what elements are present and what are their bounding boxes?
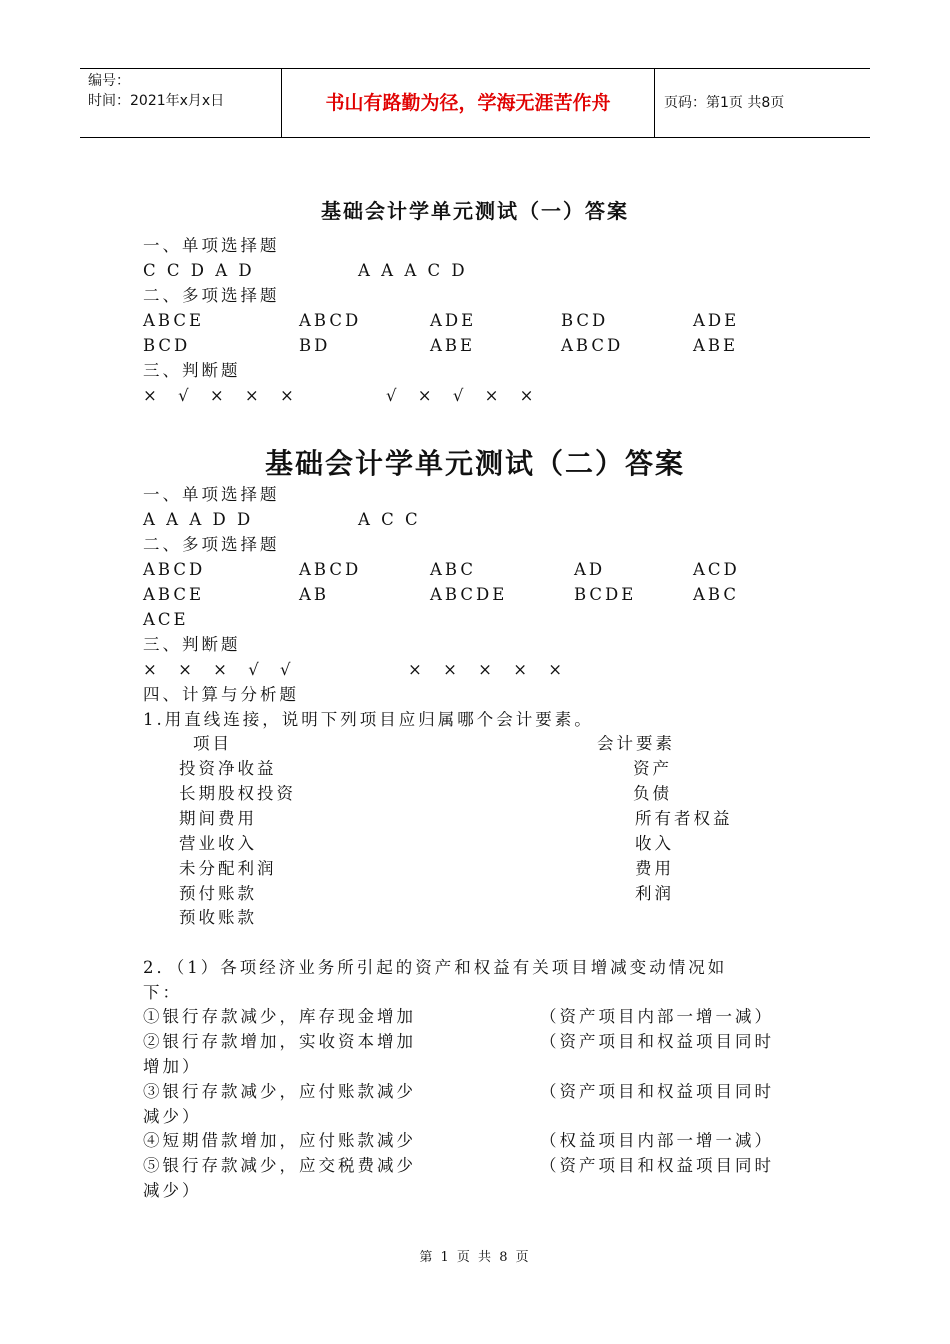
time-label: 时间：2021年x月x日	[88, 93, 225, 109]
test2-judge-answers-a: × × × √ √	[143, 660, 299, 679]
test1-multi-cell: ABCE	[143, 311, 205, 330]
test1-multi-cell: ADE	[430, 311, 477, 330]
test1-judge-answers-a: × √ × × ×	[143, 386, 302, 405]
test1-judge-answers-b: √ × √ × ×	[386, 386, 542, 405]
test2-multi-cell: ACD	[693, 560, 740, 579]
q1-element: 利润	[635, 884, 674, 903]
q2-item-right: （权益项目内部一增一减）	[540, 1131, 774, 1150]
test2-judge-answers-b: × × × × ×	[408, 660, 571, 679]
test1-multi-cell: BCD	[143, 336, 191, 355]
q2-item-continuation: 减少）	[143, 1107, 202, 1126]
test2-single-heading: 一、单项选择题	[143, 485, 280, 504]
q1-element: 负债	[633, 784, 672, 803]
q1-item: 未分配利润	[179, 859, 277, 878]
test1-multi-cell: ABE	[430, 336, 476, 355]
test2-multi-cell: ABC	[430, 560, 476, 579]
test2-multi-cell: ACE	[143, 610, 189, 629]
test1-multi-cell: BD	[299, 336, 331, 355]
test1-title: 基础会计学单元测试（一）答案	[321, 199, 629, 223]
q1-item: 期间费用	[179, 809, 257, 828]
q2-item-right: （资产项目和权益项目同时	[540, 1156, 774, 1175]
q1-element: 收入	[635, 834, 674, 853]
q1-item: 长期股权投资	[179, 784, 296, 803]
test1-judge-heading: 三、判断题	[143, 361, 241, 380]
test2-multi-cell: ABCD	[299, 560, 362, 579]
q2-prompt-line1: 2．（1）各项经济业务所引起的资产和权益有关项目增减变动情况如	[143, 958, 728, 977]
q2-item-right: （资产项目和权益项目同时	[540, 1082, 774, 1101]
q1-item: 预付账款	[179, 884, 257, 903]
test2-multi-cell: AB	[299, 585, 330, 604]
test1-multi-heading: 二、多项选择题	[143, 286, 280, 305]
test2-title: 基础会计学单元测试（二）答案	[264, 447, 685, 480]
q1-item: 预收账款	[179, 908, 257, 927]
test2-judge-heading: 三、判断题	[143, 635, 241, 654]
q2-item-left: ③银行存款减少，应付账款减少	[143, 1082, 416, 1101]
number-label: 编号：	[88, 73, 130, 89]
test2-single-answers-a: A A A D D	[143, 510, 254, 529]
test1-single-heading: 一、单项选择题	[143, 236, 280, 255]
test2-multi-cell: ABCE	[143, 585, 205, 604]
test1-multi-cell: ADE	[693, 311, 740, 330]
q2-item-left: ⑤银行存款减少，应交税费减少	[143, 1156, 416, 1175]
motto: 书山有路勤为径，学海无涯苦作舟	[325, 92, 611, 114]
page-footer: 第 1 页 共 8 页	[419, 1250, 531, 1265]
test1-multi-cell: ABCD	[299, 311, 362, 330]
q2-item-left: ①银行存款减少，库存现金增加	[143, 1007, 416, 1026]
test1-multi-cell: ABCD	[561, 336, 624, 355]
test2-single-answers-b: A C C	[358, 510, 421, 529]
test2-multi-heading: 二、多项选择题	[143, 535, 280, 554]
q2-item-right: （资产项目和权益项目同时	[540, 1032, 774, 1051]
header-divider	[654, 69, 655, 137]
q2-item-right: （资产项目内部一增一减）	[540, 1007, 774, 1026]
q2-item-left: ④短期借款增加，应付账款减少	[143, 1131, 416, 1150]
test2-multi-cell: ABCDE	[430, 585, 508, 604]
q1-element: 所有者权益	[635, 809, 733, 828]
q1-prompt: 1.用直线连接，说明下列项目应归属哪个会计要素。	[143, 710, 594, 729]
q2-item-left: ②银行存款增加，实收资本增加	[143, 1032, 416, 1051]
q2-item-continuation: 减少）	[143, 1181, 202, 1200]
test2-multi-cell: BCDE	[574, 585, 637, 604]
test2-multi-cell: ABCD	[143, 560, 206, 579]
test1-single-answers-a: C C D A D	[143, 261, 255, 280]
test2-calc-heading: 四、计算与分析题	[143, 685, 299, 704]
test1-multi-cell: BCD	[561, 311, 609, 330]
q1-element: 资产	[633, 759, 672, 778]
q1-item: 营业收入	[179, 834, 257, 853]
test1-multi-cell: ABE	[693, 336, 739, 355]
q1-element: 费用	[635, 859, 674, 878]
page-info: 页码：第1页 共8页	[664, 95, 785, 111]
q1-item: 投资净收益	[179, 759, 277, 778]
q1-column-items-header: 项目	[193, 734, 232, 753]
header-left-cell	[88, 71, 224, 111]
test2-multi-cell: ABC	[693, 585, 739, 604]
q2-item-continuation: 增加）	[143, 1057, 202, 1076]
test2-multi-cell: AD	[574, 560, 606, 579]
page-header	[80, 68, 870, 138]
q1-column-elements-header: 会计要素	[597, 734, 675, 753]
test1-single-answers-b: A A A C D	[358, 261, 468, 280]
q2-prompt-line2: 下：	[143, 983, 182, 1002]
